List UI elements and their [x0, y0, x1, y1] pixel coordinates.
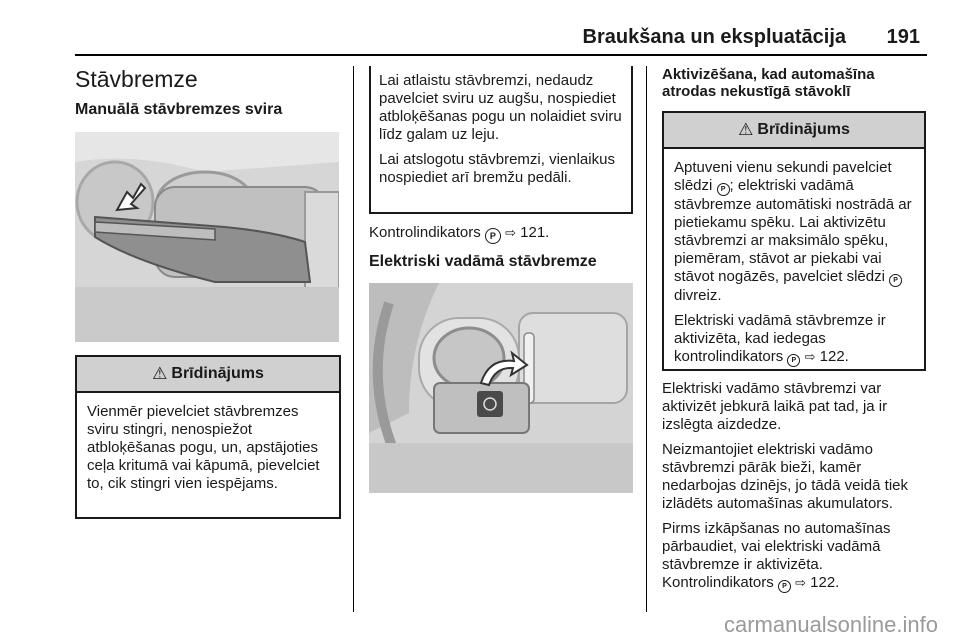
page-number: 191 [886, 26, 920, 48]
figure-manual-handbrake [75, 132, 339, 342]
warning-body [77, 393, 339, 506]
warning-p2-text: Elektriski vadāmā stāvbremze ir aktivizēta, kad iedegas kontrolindikators [674, 312, 886, 365]
warning-p1-part-b: ; elektriski vadāmā stāvbremze automātiski nostrādā ar pietiekamu spēku. Lai aktivizētu stāvbremzi ar maksimālo spēku, piemēram, stāvot ar piekabi vai stāvot nogāzēs, pavelciet slēdzi [674, 177, 912, 285]
warning-p1-part-c: divreiz. [674, 287, 722, 304]
parking-switch-icon: P [717, 183, 730, 196]
para3-text: Pirms izkāpšanas no automašīnas pārbaudiet, vai elektriski vadāmā stāvbremze ir aktivizēta. Kontrolindikators [662, 520, 891, 591]
release-instructions-box [369, 66, 633, 214]
subtitle-stationary-activation: Aktivizēšana, kad automašīna atrodas nekustīgā stāvoklī [662, 66, 875, 100]
warning-icon: ⚠ [738, 120, 754, 139]
parking-switch-icon: P [889, 274, 902, 287]
subtitle-manual-brake: Manuālā stāvbremzes svira [75, 101, 283, 118]
paragraph-check-before-exit [662, 520, 926, 593]
warning-box-electric [662, 111, 926, 371]
paragraph-activation-anytime: Elektriski vadāmo stāvbremzi var aktivizēt jebkurā laikā pat tad, ja ir izslēgta aizdedze. [662, 380, 888, 433]
paragraph-battery-warning: Neizmantojiet elektriski vadāmo stāvbremzi pārāk bieži, kamēr nedarbojas dzinējs, jo tādā veidā tiek izlādēts automašīnas akumulators. [662, 441, 908, 512]
parking-indicator-icon: P [787, 354, 800, 367]
subtitle-electric-brake: Elektriski vadāmā stāvbremze [369, 253, 597, 270]
parking-indicator-icon: P [778, 580, 791, 593]
parking-brake-indicator-icon: P [485, 228, 501, 244]
warning-title-electric: Brīdinājums [757, 121, 850, 138]
column-1 [75, 66, 339, 120]
electric-brake-illustration-icon [369, 283, 633, 493]
warning-paragraph-2 [674, 312, 914, 367]
section-title: Stāvbremze [75, 66, 198, 92]
warning-title: Brīdinājums [171, 365, 264, 382]
column-3-body [662, 380, 926, 600]
release-instruction-2: Lai atslogotu stāvbremzi, vienlaikus nospiediet arī bremžu pedāli. [379, 151, 615, 186]
page-ref-arrow-icon: ⇨ [795, 575, 806, 590]
handbrake-illustration-icon [75, 132, 339, 342]
running-title: Braukšana un ekspluatācija [582, 26, 846, 48]
warning-header-electric [664, 111, 924, 149]
column-2 [369, 224, 633, 272]
watermark: carmanualsonline.info [723, 612, 938, 637]
indicator-line [369, 224, 633, 244]
warning-icon: ⚠ [152, 364, 168, 383]
warning-text: Vienmēr pievelciet stāvbremzes sviru stingri, nenospiežot atbloķēšanas pogu, un, apstājoties ceļa kritumā vai kāpumā, pievelciet to, cik stingri vien iespējams. [87, 403, 320, 492]
indicator-label: Kontrolindikators [369, 224, 481, 241]
column-divider-1 [353, 66, 354, 612]
header-rule [75, 54, 927, 56]
warning-header [77, 355, 339, 393]
column-3 [662, 66, 924, 100]
release-instruction-1: Lai atlaistu stāvbremzi, nedaudz pavelciet sviru uz augšu, nospiediet atbloķēšanas pogu un nolaidiet sviru līdz galam uz leju. [379, 72, 622, 143]
indicator-page-ref: 121. [520, 224, 550, 241]
figure-electric-parking-brake [369, 283, 633, 493]
warning-body-electric [664, 149, 924, 380]
page-ref-arrow-icon: ⇨ [804, 349, 816, 364]
warning-box-manual [75, 355, 341, 519]
column-divider-2 [646, 66, 647, 612]
warning-p1-part-a: Aptuveni vienu sekundi pavelciet slēdzi [674, 159, 892, 194]
warning-p2-page-ref: 122. [819, 348, 849, 365]
warning-paragraph-1 [674, 159, 914, 305]
page-ref-arrow-icon: ⇨ [505, 225, 516, 240]
para3-page-ref: 122. [810, 574, 840, 591]
